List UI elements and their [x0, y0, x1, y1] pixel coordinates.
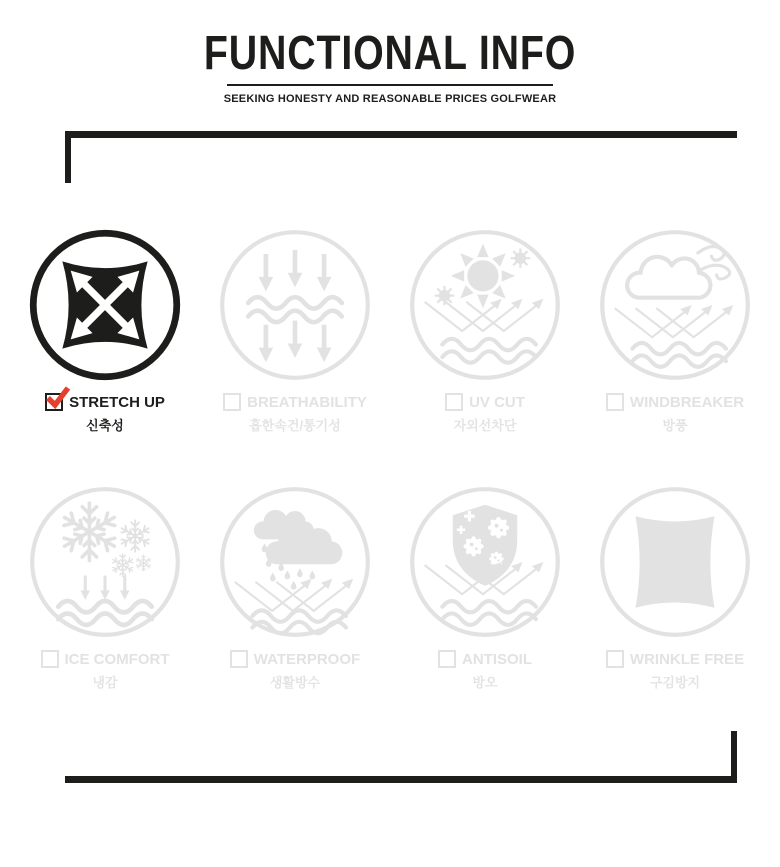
feature-label-row [606, 393, 744, 411]
title-underline [227, 84, 553, 86]
feature-label: BREATHABILITY [247, 393, 367, 411]
windbreaker-checkbox-empty [606, 393, 624, 411]
wrinkle-free-icon [597, 484, 753, 640]
waterproof-checkbox-empty [230, 650, 248, 668]
feature-label-kr: 자외선차단 [453, 418, 517, 433]
uv-cut-icon [407, 227, 563, 383]
feature-label-kr: 생활방수 [269, 675, 321, 690]
feature-ice-comfort [10, 484, 200, 691]
corner-bracket-bottom-right [65, 731, 737, 783]
feature-label: STRETCH UP [69, 393, 165, 411]
feature-label-kr: 구김방지 [649, 675, 701, 690]
ice-comfort-checkbox-empty [41, 650, 59, 668]
stretch-up-checkbox-checked [45, 393, 63, 411]
feature-label-kr: 신축성 [86, 418, 124, 433]
feature-label: WINDBREAKER [629, 393, 745, 411]
uv-cut-checkbox-empty [445, 393, 463, 411]
feature-label: WRINKLE FREE [629, 650, 745, 668]
feature-label-row [606, 650, 744, 668]
feature-label-row [223, 393, 367, 411]
ice-comfort-icon [27, 484, 183, 640]
corner-bracket-top-left [65, 131, 737, 183]
page-subtitle: SEEKING HONESTY AND REASONABLE PRICES GOLFWEAR [223, 93, 557, 105]
feature-windbreaker [580, 227, 770, 434]
feature-label-row [445, 393, 525, 411]
feature-label: WATERPROOF [253, 650, 361, 668]
feature-grid [10, 227, 770, 691]
feature-label-row [230, 650, 360, 668]
feature-label: UV CUT [469, 393, 525, 411]
feature-label-kr: 흡한속건/통기성 [249, 418, 341, 433]
feature-breathability [200, 227, 390, 434]
feature-uv-cut [390, 227, 580, 434]
red-checkmark-icon [44, 385, 71, 410]
waterproof-icon [217, 484, 373, 640]
feature-wrinkle-free [580, 484, 770, 691]
feature-label-row [438, 650, 532, 668]
feature-stretch-up [10, 227, 200, 434]
breathability-icon [217, 227, 373, 383]
feature-label-kr: 방오 [472, 675, 498, 690]
feature-label-kr: 냉감 [92, 675, 118, 690]
feature-label-row [45, 393, 165, 411]
antisoil-checkbox-empty [438, 650, 456, 668]
feature-label-kr: 방풍 [662, 418, 688, 433]
feature-label: ANTISOIL [462, 650, 532, 668]
breathability-checkbox-empty [223, 393, 241, 411]
feature-antisoil [390, 484, 580, 691]
header [0, 0, 780, 105]
antisoil-icon [407, 484, 563, 640]
page-title: FUNCTIONAL INFO [203, 27, 577, 80]
feature-waterproof [200, 484, 390, 691]
feature-label-row [41, 650, 170, 668]
windbreaker-icon [597, 227, 753, 383]
stretch-up-icon [27, 227, 183, 383]
feature-label: ICE COMFORT [64, 650, 170, 668]
wrinkle-free-checkbox-empty [606, 650, 624, 668]
